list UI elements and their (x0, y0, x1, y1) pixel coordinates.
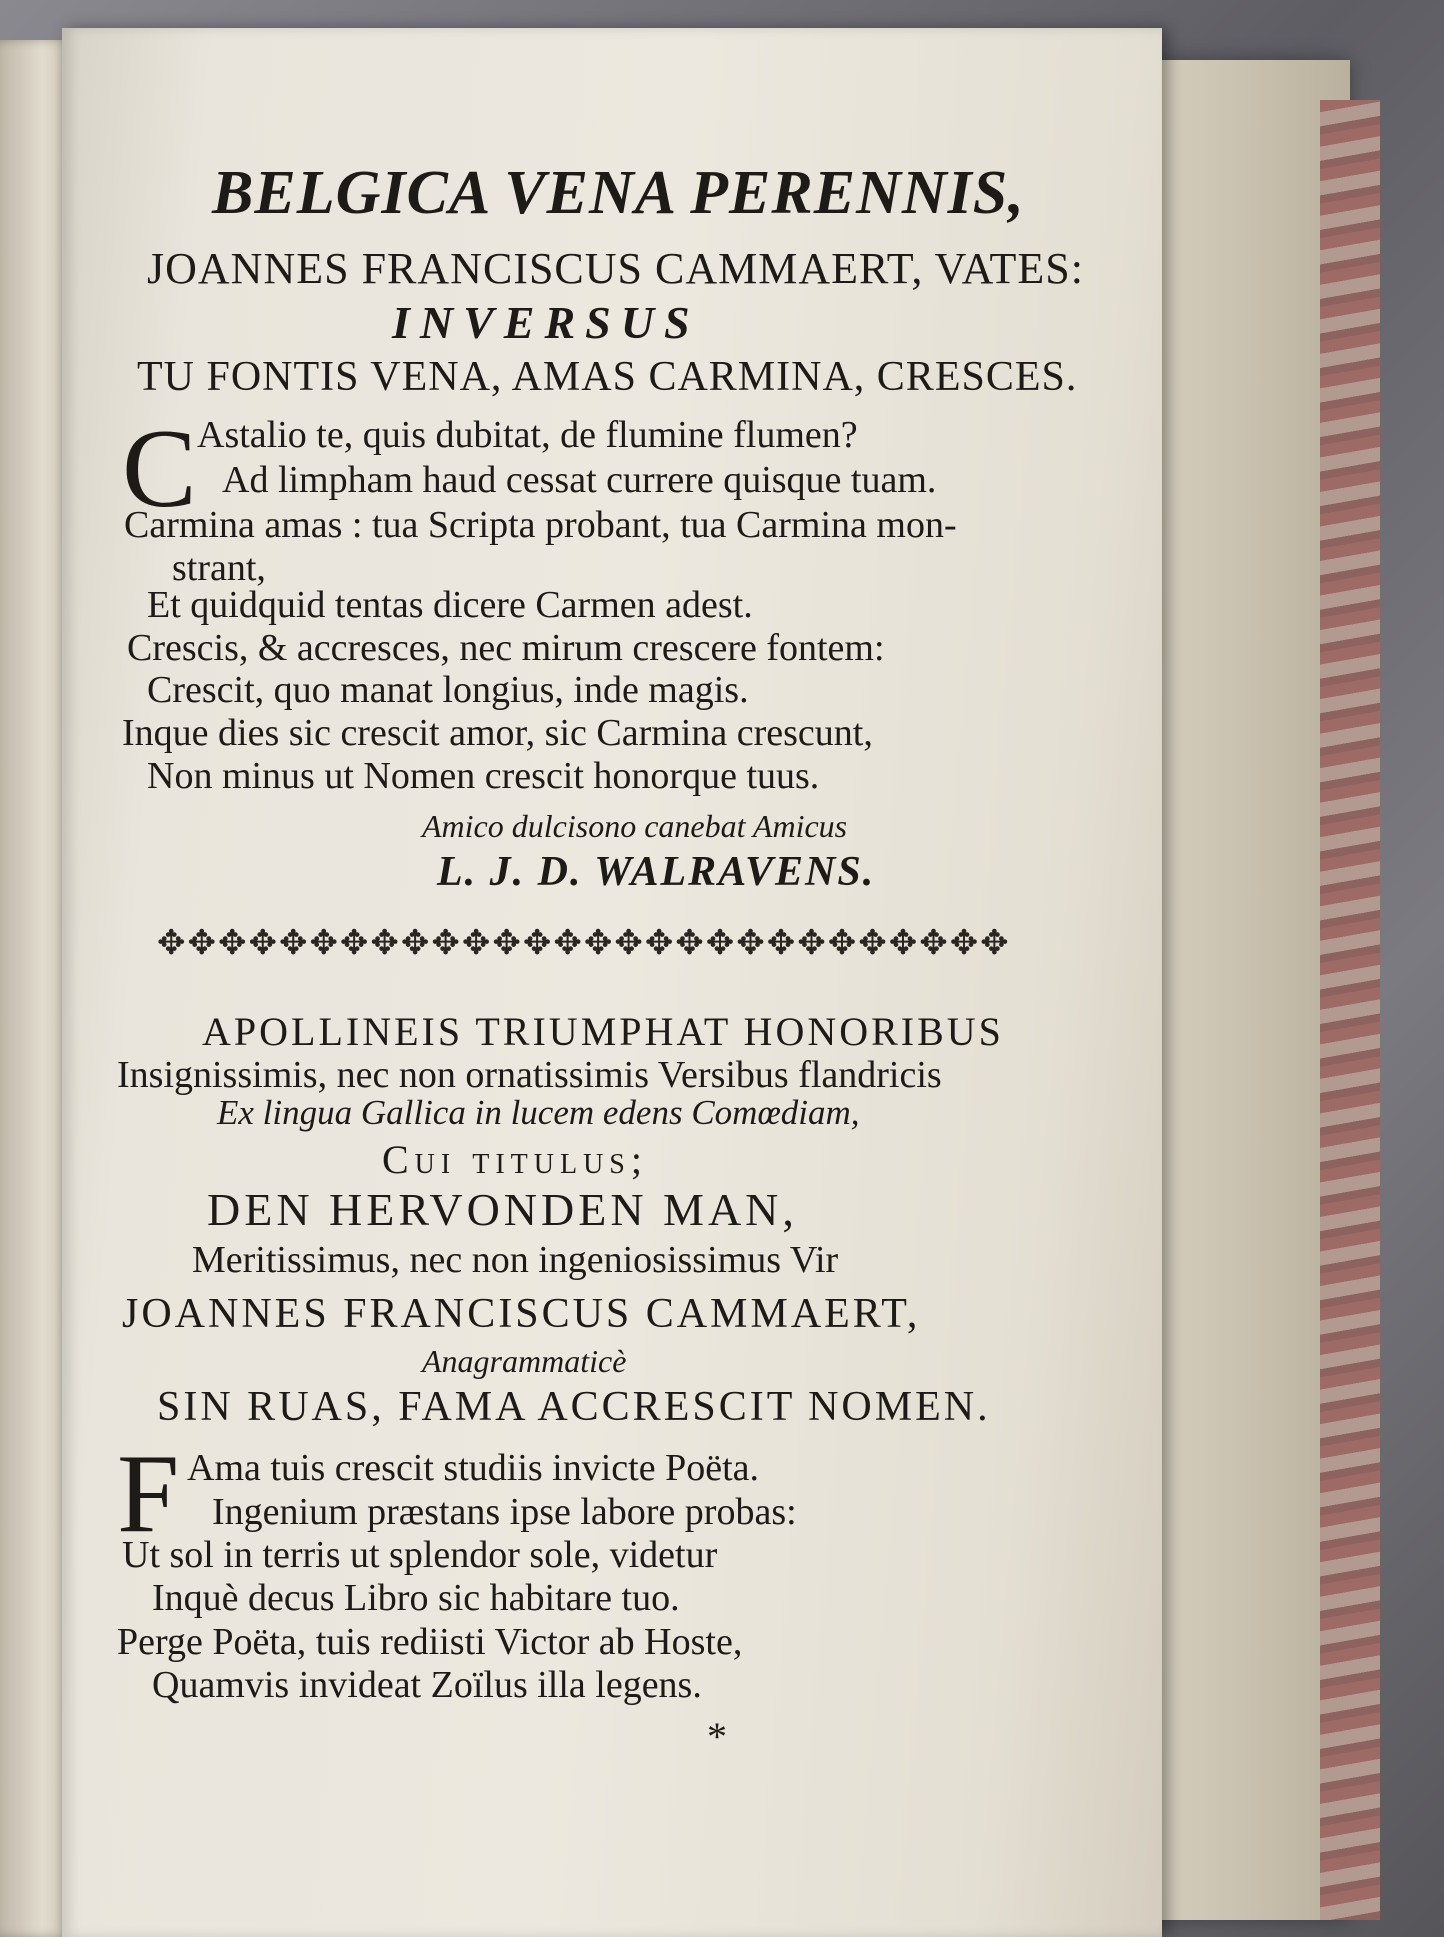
poem2-line: Ut sol in terris ut splendor sole, videtur (122, 1534, 718, 1576)
poem1-drop-cap: C (122, 407, 197, 531)
poem1-dedication: Amico dulcisono canebat Amicus (422, 808, 848, 844)
poem2-subheading: Insignissimis, nec non ornatissimis Versibus flandricis (117, 1054, 942, 1096)
book-page (62, 28, 1162, 1937)
poem1-anagram: TU FONTIS VENA, AMAS CARMINA, CRESCES. (137, 354, 1078, 400)
poem2-line: Perge Poëta, tuis rediisti Victor ab Hoste, (117, 1621, 743, 1663)
poem1-line: Et quidquid tentas dicere Carmen adest. (147, 584, 753, 626)
poem1-line: Carmina amas : tua Scripta probant, tua Carmina mon- (124, 504, 957, 546)
poem2-drop-cap: F (117, 1432, 180, 1556)
ornament-divider: ✥✥✥✥✥✥✥✥✥✥✥✥✥✥✥✥✥✥✥✥✥✥✥✥✥✥✥✥ (157, 925, 1011, 962)
poem1-line: strant, (172, 547, 266, 589)
poem1-line: Non minus ut Nomen crescit honorque tuus. (147, 755, 820, 797)
poem2-line: Ama tuis crescit studiis invicte Poëta. (187, 1447, 760, 1489)
poem2-anagrammatice: Anagrammaticè (422, 1343, 627, 1379)
marbled-cover-edge (1320, 100, 1380, 1920)
poem2-line: Ingenium præstans ipse labore probas: (212, 1491, 797, 1533)
poem2-line: Inquè decus Libro sic habitare tuo. (152, 1577, 680, 1619)
poem2-cui-titulus: Cui titulus; (382, 1137, 648, 1182)
poem2-line: Quamvis invideat Zoïlus illa legens. (152, 1664, 702, 1706)
poem1-line: Crescis, & accresces, nec mirum crescere fontem: (127, 627, 885, 669)
poem1-line: Crescit, quo manat longius, inde magis. (147, 669, 749, 711)
poem1-title: BELGICA VENA PERENNIS, (212, 159, 1025, 227)
poem1-line: Inque dies sic crescit amor, sic Carmina crescunt, (122, 712, 873, 754)
poem1-line: Ad limpham haud cessat currere quisque tuam. (222, 459, 937, 501)
catchword: * (707, 1714, 727, 1759)
poem2-name: JOANNES FRANCISCUS CAMMAERT, (122, 1291, 921, 1337)
poem1-author-line: JOANNES FRANCISCUS CAMMAERT, VATES: (147, 244, 1084, 293)
poem1-line: Astalio te, quis dubitat, de flumine flumen? (197, 414, 858, 456)
poem2-heading: APOLLINEIS TRIUMPHAT HONORIBUS (202, 1009, 1004, 1054)
left-page-edge (0, 40, 70, 1937)
poem2-meritissimus: Meritissimus, nec non ingeniosissimus Vir (192, 1239, 839, 1281)
poem1-signature: L. J. D. WALRAVENS. (437, 849, 876, 895)
poem2-play-title: DEN HERVONDEN MAN, (207, 1184, 798, 1235)
poem1-inversus: INVERSUS (392, 297, 700, 348)
poem2-anagram: SIN RUAS, FAMA ACCRESCIT NOMEN. (157, 1384, 991, 1430)
poem2-subheading-italic: Ex lingua Gallica in lucem edens Comœdiam, (217, 1093, 860, 1132)
